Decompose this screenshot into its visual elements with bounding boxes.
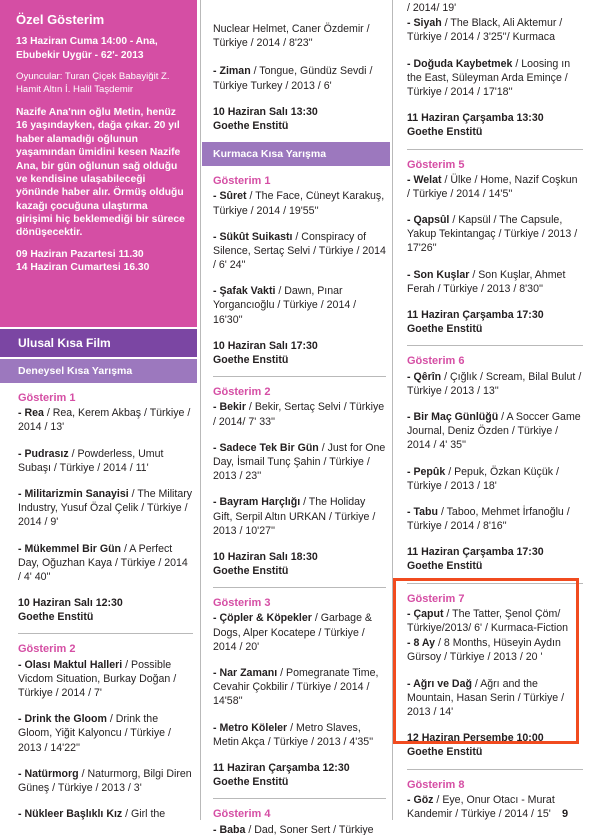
film-details: / Dad, Soner Sert / Türkiye bbox=[245, 823, 374, 835]
special-dates bbox=[16, 248, 187, 275]
film-details: / A Soccer Game Journal, Deniz Özden / Türkiye / 2014 / 4' 35'' bbox=[407, 410, 581, 452]
film-title: - Nükleer Başlıklı Kız bbox=[18, 808, 123, 821]
film-details: / Garbage & Dogs, Alper Kocatepe / Türkiye / 2014 / 20' bbox=[213, 612, 372, 653]
film-title: - Rea bbox=[18, 407, 44, 420]
film-title: - Qapsûl bbox=[407, 214, 450, 227]
film-entry bbox=[213, 189, 386, 217]
divider bbox=[213, 376, 386, 377]
film-title: - Militarizmin Sanayisi bbox=[18, 487, 129, 500]
special-date-2: 14 Haziran Cumartesi 16.30 bbox=[16, 262, 150, 274]
film-title: - Drink the Gloom bbox=[18, 713, 107, 726]
film-details: / Bekir, Sertaç Selvi / Türkiye / 2014/ 7' 33'' bbox=[213, 401, 385, 428]
film-entry bbox=[407, 213, 583, 256]
film-entry bbox=[407, 370, 583, 398]
special-cast: Oyuncular: Turan Çiçek Babayiğit Z. Hamit Altın İ. Halil Taşdemir bbox=[16, 71, 170, 95]
screening-heading: Gösterim 7 bbox=[407, 592, 465, 605]
page-number: 9 bbox=[562, 808, 569, 820]
special-film-info: 13 Haziran Cuma 14:00 - Ana, Ebubekir Uygür - 62'- 2013 bbox=[16, 36, 158, 61]
divider bbox=[407, 345, 583, 346]
film-details: / The Military Industry, Yusuf Özal Çelik / Türkiye / 2014 / 9' bbox=[18, 487, 193, 529]
film-entry bbox=[213, 284, 386, 327]
schedule-block bbox=[18, 596, 193, 624]
film-details: / Dawn, Pınar Yorgancıoğlu / Türkiye / 2014 / 16'30'' bbox=[213, 285, 357, 326]
schedule-venue: Goethe Enstitü bbox=[213, 776, 289, 789]
screening-heading: Gösterim 2 bbox=[213, 386, 271, 399]
film-entry bbox=[213, 64, 386, 92]
film-entry bbox=[407, 57, 583, 100]
film-details: / Rea, Kerem Akbaş / Türkiye / 2014 / 13' bbox=[18, 407, 191, 434]
film-entry bbox=[213, 495, 386, 538]
film-title: - Olası Maktul Halleri bbox=[18, 658, 123, 671]
film-details: / Tongue, Gündüz Sevdi / Türkiye Turkey / 2013 / 6' bbox=[213, 65, 373, 92]
screening-heading: Gösterim 6 bbox=[407, 355, 465, 368]
divider bbox=[407, 769, 583, 770]
schedule-venue: Goethe Enstitü bbox=[18, 611, 94, 624]
film-details: / The Black, Ali Aktemur / Türkiye / 2014 / 3'25''/ Kurmaca bbox=[407, 17, 563, 44]
film-entry bbox=[213, 230, 386, 273]
divider bbox=[18, 633, 193, 634]
film-details: / Conspiracy of Silence, Sertaç Selvi / Türkiye / 2014 / 6' 24'' bbox=[213, 230, 386, 272]
film-entry-continued bbox=[213, 22, 386, 50]
schedule-date: 10 Haziran Salı 12:30 bbox=[18, 597, 123, 610]
film-title: - Şafak Vakti bbox=[213, 285, 276, 298]
screening-heading: Gösterim 8 bbox=[407, 778, 465, 791]
schedule-venue: Goethe Enstitü bbox=[407, 560, 483, 573]
section-title-national-short: Ulusal Kısa Film bbox=[0, 329, 197, 357]
schedule-date: 12 Haziran Perşembe 10:00 bbox=[407, 732, 544, 745]
schedule-block bbox=[213, 761, 386, 789]
film-details: / Powderless, Umut Subaşı / Türkiye / 2014 / 11' bbox=[18, 447, 164, 474]
column-divider-1 bbox=[200, 0, 201, 820]
film-title: - Bayram Harçlığı bbox=[213, 496, 301, 509]
film-title: - Ağrı ve Dağ bbox=[407, 677, 472, 690]
film-entry bbox=[18, 807, 193, 821]
film-entry bbox=[213, 823, 386, 835]
schedule-venue: Goethe Enstitü bbox=[407, 323, 483, 336]
film-entry bbox=[18, 542, 193, 585]
divider bbox=[213, 798, 386, 799]
subsection-title-experimental: Deneysel Kısa Yarışma bbox=[0, 359, 197, 383]
schedule-date: 10 Haziran Salı 13:30 bbox=[213, 105, 318, 118]
film-title: - Sûret bbox=[213, 190, 247, 203]
film-title: - Welat bbox=[407, 173, 442, 186]
film-title: - Sadece Tek Bir Gün bbox=[213, 441, 319, 454]
film-entry bbox=[407, 16, 583, 44]
film-details: / Naturmorg, Bilgi Diren Güneş / Türkiye / 2013 / 3' bbox=[18, 767, 192, 794]
film-title: - Ziman bbox=[213, 65, 251, 78]
schedule-block bbox=[213, 550, 386, 578]
schedule-block bbox=[407, 111, 583, 139]
screening-heading: Gösterim 5 bbox=[407, 158, 465, 171]
film-title: - Pudrasız bbox=[18, 447, 69, 460]
film-details: Nuclear Helmet, Caner Özdemir / Türkiye / 2014 / 8'23'' bbox=[213, 23, 370, 50]
film-title: - Siyah bbox=[407, 17, 442, 30]
screening-heading: Gösterim 2 bbox=[18, 643, 76, 656]
screening-heading: Gösterim 4 bbox=[213, 808, 271, 821]
screening-heading: Gösterim 1 bbox=[18, 392, 76, 404]
film-title: - Nar Zamanı bbox=[213, 667, 278, 679]
film-entry bbox=[213, 666, 386, 709]
film-title: - Çöpler & Köpekler bbox=[213, 612, 312, 625]
film-title: - Natürmorg bbox=[18, 767, 79, 780]
schedule-date: 10 Haziran Salı 18:30 bbox=[213, 550, 318, 563]
film-entry bbox=[407, 410, 583, 453]
screening-heading: Gösterim 1 bbox=[213, 175, 271, 188]
film-title: - Pepûk bbox=[407, 465, 446, 478]
film-title: - Baba bbox=[213, 823, 246, 835]
film-details: / The Tatter, Şenol Çöm/ Türkiye/2013/ 6' / Kurmaca-Fiction bbox=[407, 607, 568, 634]
schedule-block bbox=[407, 545, 583, 573]
schedule-date: 11 Haziran Çarşamba 13:30 bbox=[407, 112, 544, 125]
film-title: - Tabu bbox=[407, 505, 438, 518]
film-title: - Çaput bbox=[407, 607, 444, 620]
column-2 bbox=[202, 0, 390, 835]
schedule-venue: Goethe Enstitü bbox=[407, 126, 483, 139]
film-details: / Taboo, Mehmet İrfanoğlu / Türkiye / 2014 / 8'16'' bbox=[407, 505, 570, 533]
film-details: / Drink the Gloom, Yiğit Kalyoncu / Türkiye / 2013 / 14'22'' bbox=[18, 713, 171, 754]
highlight-box bbox=[393, 578, 579, 744]
film-details: / Pomegranate Time, Cevahir Çokbilir / Türkiye / 2014 / 14'58'' bbox=[213, 667, 379, 708]
schedule-block bbox=[407, 308, 583, 336]
film-details: / The Holiday Gift, Serpil Altın URKAN / Türkiye / 2013 / 10'27'' bbox=[213, 496, 376, 537]
film-details: / 2014/ 19' bbox=[407, 2, 457, 14]
film-entry bbox=[18, 658, 193, 701]
film-title: - Doğuda Kaybetmek bbox=[407, 57, 513, 70]
film-title: - Son Kuşlar bbox=[407, 268, 470, 281]
film-details: / Son Kuşlar, Ahmet Ferah / Türkiye / 2013 / 8'30'' bbox=[407, 268, 566, 295]
film-entry bbox=[18, 447, 193, 475]
schedule-date: 11 Haziran Çarşamba 17:30 bbox=[407, 309, 544, 321]
film-title: - Mükemmel Bir Gün bbox=[18, 542, 122, 555]
film-details: / Eye, Onur Otacı - Murat Kandemir / Türkiye / 2014 / 15' bbox=[407, 793, 555, 820]
schedule-block bbox=[213, 105, 386, 133]
film-entry bbox=[407, 465, 583, 493]
subsection-title-fiction: Kurmaca Kısa Yarışma bbox=[202, 142, 390, 166]
film-entry bbox=[407, 268, 583, 296]
film-title: - Metro Köleler bbox=[213, 721, 288, 734]
schedule-venue: Goethe Enstitü bbox=[407, 746, 483, 759]
film-details: / Ağrı and the Mountain, Hasan Serin / Türkiye / 2013 / 14' bbox=[407, 677, 565, 718]
column-1 bbox=[0, 0, 197, 822]
schedule-venue: Goethe Enstitü bbox=[213, 354, 289, 366]
film-details: / Possible Vicdom Situation, Burkay Doğan / Türkiye / 2014 / 7' bbox=[18, 658, 177, 699]
film-title: - Bekir bbox=[213, 401, 246, 414]
film-entry bbox=[213, 441, 386, 484]
film-entry bbox=[18, 406, 193, 434]
schedule-date: 10 Haziran Salı 17:30 bbox=[213, 339, 318, 352]
special-screening-box bbox=[0, 0, 197, 327]
schedule-venue: Goethe Enstitü bbox=[213, 119, 289, 132]
film-title: - Bir Maç Günlüğü bbox=[407, 410, 499, 423]
film-title: - Qêrîn bbox=[407, 370, 442, 383]
film-details: / Çığlık / Scream, Bilal Bulut / Türkiye / 2013 / 13'' bbox=[407, 370, 582, 397]
film-details: / Kapsül / The Capsule, Yakup Tekintangaç / Türkiye / 2013 / 17'26'' bbox=[407, 214, 578, 255]
divider bbox=[213, 587, 386, 588]
film-title: - Sükût Suikastı bbox=[213, 230, 293, 243]
film-entry-continued bbox=[407, 1, 583, 15]
film-entry bbox=[407, 793, 583, 821]
divider bbox=[407, 149, 583, 150]
special-summary: Nazife Ana'nın oğlu Metin, henüz 16 yaşındayken, dağa çıkar. 20 yıl haber alamadığı oğlunun yaşamından ümidini kesen Nazife Ana, bir gün oğlunun sağ olduğu ve kendisine ulaşabileceği yönünde haber alır. Örmüş olduğu kazağı çocuğuna ulaştırma girişimi hiç beklemediği bir sürece dönüşecektir. bbox=[16, 107, 185, 239]
film-entry bbox=[213, 721, 386, 749]
film-entry bbox=[213, 400, 386, 428]
film-details: / Metro Slaves, Metin Akça / Türkiye / 2013 / 4'35'' bbox=[213, 721, 374, 748]
film-entry bbox=[407, 173, 583, 201]
schedule-date: 11 Haziran Çarşamba 12:30 bbox=[213, 761, 350, 774]
film-entry bbox=[18, 487, 193, 530]
film-title: - Göz bbox=[407, 793, 434, 806]
film-details: / Loosing ın the East, Süleyman Arda Eminçe / Türkiye / 2014 / 17'18'' bbox=[407, 57, 571, 98]
film-details: / The Face, Cüneyt Karakuş, Türkiye / 2014 / 19'55'' bbox=[213, 190, 385, 217]
film-details: / 8 Months, Hüseyin Aydın Gürsoy / Türkiye / 2013 / 20 ' bbox=[407, 637, 561, 664]
film-entry bbox=[407, 505, 583, 533]
film-entry bbox=[18, 767, 193, 795]
special-date-1: 09 Haziran Pazartesi 11.30 bbox=[16, 248, 144, 260]
special-screening-title: Özel Gösterim bbox=[16, 12, 105, 27]
film-entry bbox=[213, 611, 386, 654]
film-details: / Just for One Day, İsmail Tunç Şahin / Türkiye / 2013 / 23'' bbox=[213, 441, 386, 483]
schedule-venue: Goethe Enstitü bbox=[213, 565, 289, 578]
film-title: - 8 Ay bbox=[407, 637, 436, 650]
film-details: / Pepuk, Özkan Küçük / Türkiye / 2013 / 18' bbox=[407, 465, 559, 492]
film-details: / Girl the bbox=[122, 808, 166, 821]
schedule-block bbox=[213, 339, 386, 367]
film-entry bbox=[18, 712, 193, 755]
schedule-date: 11 Haziran Çarşamba 17:30 bbox=[407, 546, 544, 559]
screening-heading: Gösterim 3 bbox=[213, 597, 271, 610]
film-details: / A Perfect Day, Oğuzhan Kaya / Türkiye / 2014 / 4' 40'' bbox=[18, 542, 188, 583]
film-details: / Ülke / Home, Nazif Coşkun / Türkiye / 2014 / 14'5'' bbox=[407, 173, 578, 200]
